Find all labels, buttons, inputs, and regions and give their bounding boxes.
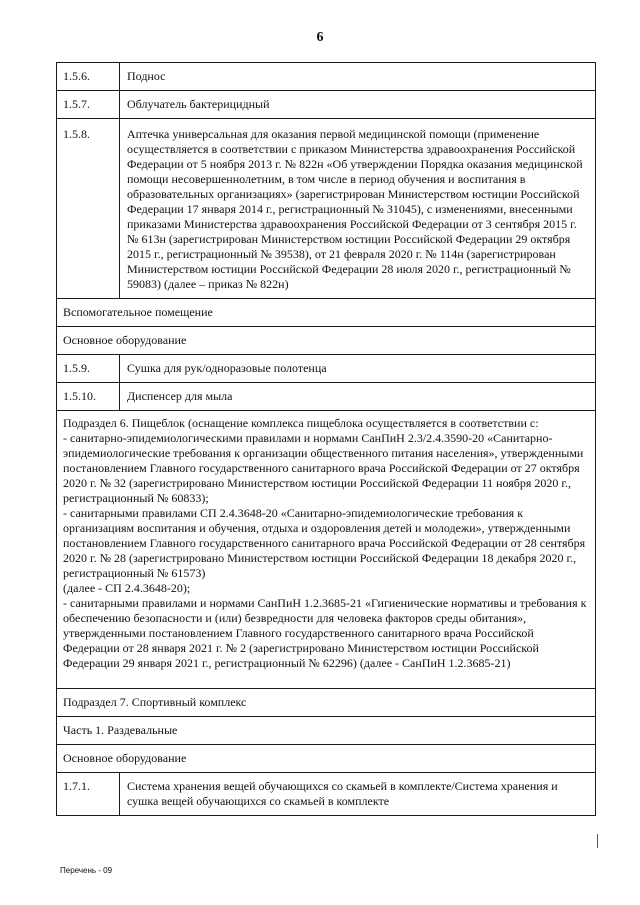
item-description: Система хранения вещей обучающихся со скамьей в комплекте/Система хранения и сушка вещей обучающихся со скамьей в комплекте: [120, 773, 596, 816]
scan-line-mark: [597, 834, 598, 848]
section-header: Часть 1. Раздевальные: [57, 717, 596, 745]
item-number: 1.5.8.: [57, 119, 120, 299]
item-number: 1.5.6.: [57, 63, 120, 91]
item-description: Диспенсер для мыла: [120, 383, 596, 411]
item-description: Аптечка универсальная для оказания первой медицинской помощи (применение осуществляется в соответствии с приказом Министерства здравоохранения Российской Федерации от 5 ноября 2013 г. № 822н «Об утверждении Порядка оказания медицинской помощи несовершеннолетним, в том числе в период обучения и воспитания в образовательных организациях» (зарегистрирован Министерством юстиции Российской Федерации 17 января 2014 г., регистрационный № 31045), с изменениями, внесенными приказами Министерства здравоохранения Российской Федерации от 3 сентября 2015 г. № 613н (зарегистрирован Министерством юстиции Российской Федерации 29 октября 2015 г., регистрационный № 39538), от 21 февраля 2020 г. № 114н (зарегистрирован Министерством юстиции Российской Федерации 28 июля 2020 г., регистрационный № 59083) (далее – приказ № 822н): [120, 119, 596, 299]
table-row: [57, 91, 596, 119]
item-description: Облучатель бактерицидный: [120, 91, 596, 119]
section-header: Вспомогательное помещение: [57, 299, 596, 327]
table-row: [57, 355, 596, 383]
subsection-row: [57, 411, 596, 689]
item-description: Сушка для рук/одноразовые полотенца: [120, 355, 596, 383]
item-number: 1.5.10.: [57, 383, 120, 411]
table-row: [57, 773, 596, 816]
section-header-row: [57, 327, 596, 355]
section-header: Основное оборудование: [57, 745, 596, 773]
section-header: Подраздел 7. Спортивный комплекс: [57, 689, 596, 717]
equipment-table: [56, 62, 596, 816]
item-number: 1.7.1.: [57, 773, 120, 816]
page-footer: Перечень - 09: [60, 866, 113, 875]
item-number: 1.5.7.: [57, 91, 120, 119]
table-row: [57, 383, 596, 411]
section-header: Основное оборудование: [57, 327, 596, 355]
table-row: [57, 119, 596, 299]
item-number: 1.5.9.: [57, 355, 120, 383]
subsection-text: Подраздел 6. Пищеблок (оснащение комплекса пищеблока осуществляется в соответствии с: - санитарно-эпидемиологическими правилами и нормами СанПиН 2.3/2.4.3590-20 «Санитарно-эпидемиологические требования к организации общественного питания населения», утвержденными постановлением Главного государственного санитарного врача Российской Федерации от 27 октября 2020 г. № 32 (зарегистрировано Министерством юстиции Российской Федерации 11 ноября 2020 г., регистрационный № 60833); - санитарными правилами СП 2.4.3648-20 «Санитарно-эпидемиологические требования к организациям воспитания и обучения, отдыха и оздоровления детей и молодежи», утвержденными постановлением Главного государственного санитарного врача Российской Федерации от 28 сентября 2020 г. № 28 (зарегистрировано Министерством юстиции Российской Федерации 18 декабря 2020 г., регистрационный № 61573) (далее - СП 2.4.3648-20); - санитарными правилами и нормами СанПиН 1.2.3685-21 «Гигиенические нормативы и требования к обеспечению безопасности и (или) безвредности для человека факторов среды обитания», утвержденными постановлением Главного государственного санитарного врача Российской Федерации от 28 января 2021 г. № 2 (зарегистрировано Министерством юстиции Российской Федерации 29 января 2021 г., регистрационный № 62296) (далее - СанПиН 1.2.3685-21): [57, 411, 596, 689]
section-header-row: [57, 745, 596, 773]
page-number: 6: [316, 30, 324, 45]
table-row: [57, 63, 596, 91]
item-description: Поднос: [120, 63, 596, 91]
section-header-row: [57, 689, 596, 717]
section-header-row: [57, 717, 596, 745]
section-header-row: [57, 299, 596, 327]
